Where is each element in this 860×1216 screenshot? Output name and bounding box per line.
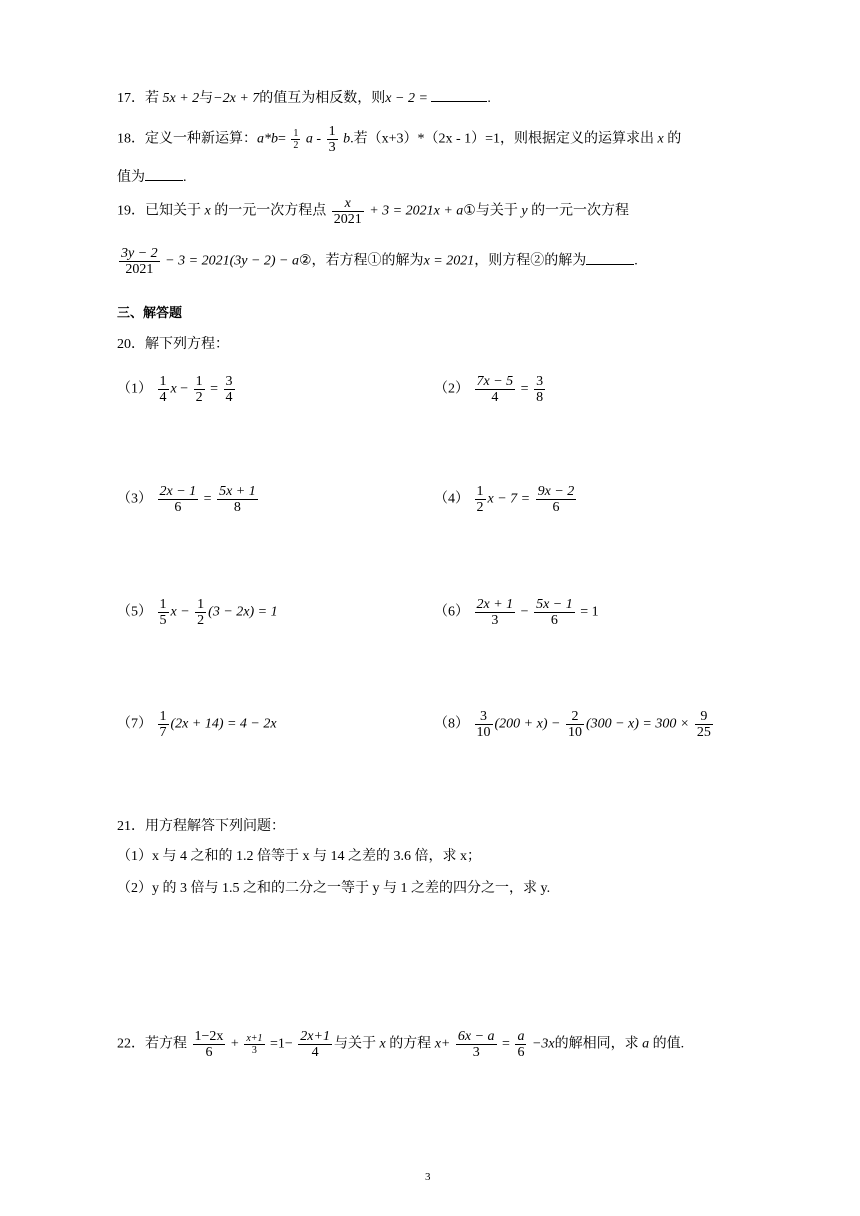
question-19-line2: $\frac{3y - 2}{2021}$ − 3 = 2021(3y − 2) − a②，若方程①的解为x = 2021，则方程②的解为 . bbox=[121, 246, 638, 277]
question-18: 18．定义一种新运算：a*b= $\frac{1}{2}$ a - $\frac{1}{3}$ b.若（x+3）*（2x - 1）=1，则根据定义的运算求出 x 的 bbox=[117, 124, 682, 155]
equation-6: （6） $\frac{2x + 1}{3}$ − $\frac{5x - 1}{6}$ = 1 bbox=[434, 597, 599, 628]
fraction: $\frac{1}{5}$ bbox=[159, 597, 167, 628]
fraction: $\frac{a}{6}$ bbox=[517, 1029, 525, 1060]
question-number: 20． bbox=[117, 337, 145, 352]
question-20: 20．解下列方程： bbox=[117, 337, 229, 352]
fraction: $\frac{x}{2021}$ bbox=[333, 196, 362, 227]
question-number: 19． bbox=[117, 203, 145, 219]
equation-7: （7） $\frac{1}{7}$ (2x + 14) = 4 − 2x bbox=[117, 709, 277, 740]
question-21-part2: （2）y 的 3 倍与 1.5 之和的二分之一等于 y 与 1 之差的四分之一，求 y. bbox=[117, 881, 551, 896]
fraction: $\frac{1-2x}{6}$ bbox=[194, 1029, 224, 1060]
math-expr: −2x + 7 bbox=[213, 91, 260, 106]
question-21-part1: （1）x 与 4 之和的 1.2 倍等于 x 与 14 之差的 3.6 倍，求 x； bbox=[117, 849, 481, 864]
fraction: $\frac{2x + 1}{3}$ bbox=[476, 597, 514, 628]
fraction: $\frac{3y - 2}{2021}$ bbox=[121, 246, 158, 277]
page-number: 3 bbox=[425, 1171, 431, 1183]
question-18-line2: 值为 . bbox=[117, 166, 187, 187]
fraction: $\frac{2}{10}$ bbox=[567, 709, 582, 740]
question-number: 22． bbox=[117, 1036, 145, 1052]
fraction: $\frac{5x - 1}{6}$ bbox=[536, 597, 573, 628]
question-21: 21．用方程解答下列问题： bbox=[117, 819, 285, 834]
fraction: $\frac{1}{4}$ bbox=[159, 374, 167, 405]
question-number: 17． bbox=[117, 91, 145, 106]
fraction: $\frac{1}{2}$ bbox=[293, 128, 299, 151]
fraction: $\frac{3}{8}$ bbox=[536, 374, 544, 405]
answer-blank[interactable] bbox=[586, 250, 634, 265]
fraction: $\frac{1}{2}$ bbox=[476, 484, 484, 515]
fraction: $\frac{2x - 1}{6}$ bbox=[159, 484, 197, 515]
fraction: $\frac{3}{4}$ bbox=[225, 374, 233, 405]
question-number: 21． bbox=[117, 819, 145, 834]
fraction: $\frac{6x - a}{3}$ bbox=[457, 1029, 495, 1060]
fraction: $\frac{1}{2}$ bbox=[197, 597, 205, 628]
fraction: $\frac{1}{2}$ bbox=[195, 374, 203, 405]
equation-1: （1） $\frac{1}{4}$ x − $\frac{1}{2}$ = $\frac{3}{4}$ bbox=[117, 374, 233, 405]
math-expr: x − 2 = bbox=[385, 91, 428, 106]
fraction: $\frac{1}{7}$ bbox=[159, 709, 167, 740]
fraction: $\frac{9x - 2}{6}$ bbox=[537, 484, 575, 515]
fraction: $\frac{3}{10}$ bbox=[476, 709, 491, 740]
equation-8: （8） $\frac{3}{10}$ (200 + x) − $\frac{2}{10}$ (300 − x) = 300 × $\frac{9}{25}$ bbox=[434, 709, 711, 740]
fraction: $\frac{9}{25}$ bbox=[696, 709, 711, 740]
question-17: 17．若 5x + 2与−2x + 7的值互为相反数，则x − 2 = . bbox=[117, 87, 491, 108]
equation-3: （3） $\frac{2x - 1}{6}$ = $\frac{5x + 1}{8}$ bbox=[117, 484, 256, 515]
fraction: $\frac{7x - 5}{4}$ bbox=[476, 374, 514, 405]
answer-blank[interactable] bbox=[431, 87, 487, 102]
question-number: 18． bbox=[117, 131, 145, 147]
equation-2: （2） $\frac{7x - 5}{4}$ = $\frac{3}{8}$ bbox=[434, 374, 544, 405]
fraction: $\frac{1}{3}$ bbox=[328, 124, 336, 155]
question-19: 19．已知关于 x 的一元一次方程点 $\frac{x}{2021}$ + 3 = 2021x + a①与关于 y 的一元一次方程 bbox=[117, 196, 630, 227]
fraction: $\frac{x+1}{3}$ bbox=[246, 1033, 263, 1056]
math-expr: 5x + 2 bbox=[162, 91, 200, 106]
equation-4: （4） $\frac{1}{2}$ x − 7 = $\frac{9x - 2}{6}$ bbox=[434, 484, 575, 515]
fraction: $\frac{2x+1}{4}$ bbox=[300, 1029, 330, 1060]
question-22: 22．若方程 $\frac{1-2x}{6}$ + $\frac{x+1}{3}$ =1− $\frac{2x+1}{4}$ 与关于 x 的方程 x+ $\frac{6x - a}{3}$ = $\frac{a}{6}$ −3x的解相同，求 a 的值. bbox=[117, 1029, 685, 1060]
answer-blank[interactable] bbox=[145, 166, 183, 181]
section-heading: 三、解答题 bbox=[117, 306, 183, 321]
equation-5: （5） $\frac{1}{5}$ x − $\frac{1}{2}$ (3 − 2x) = 1 bbox=[117, 597, 278, 628]
fraction: $\frac{5x + 1}{8}$ bbox=[219, 484, 256, 515]
